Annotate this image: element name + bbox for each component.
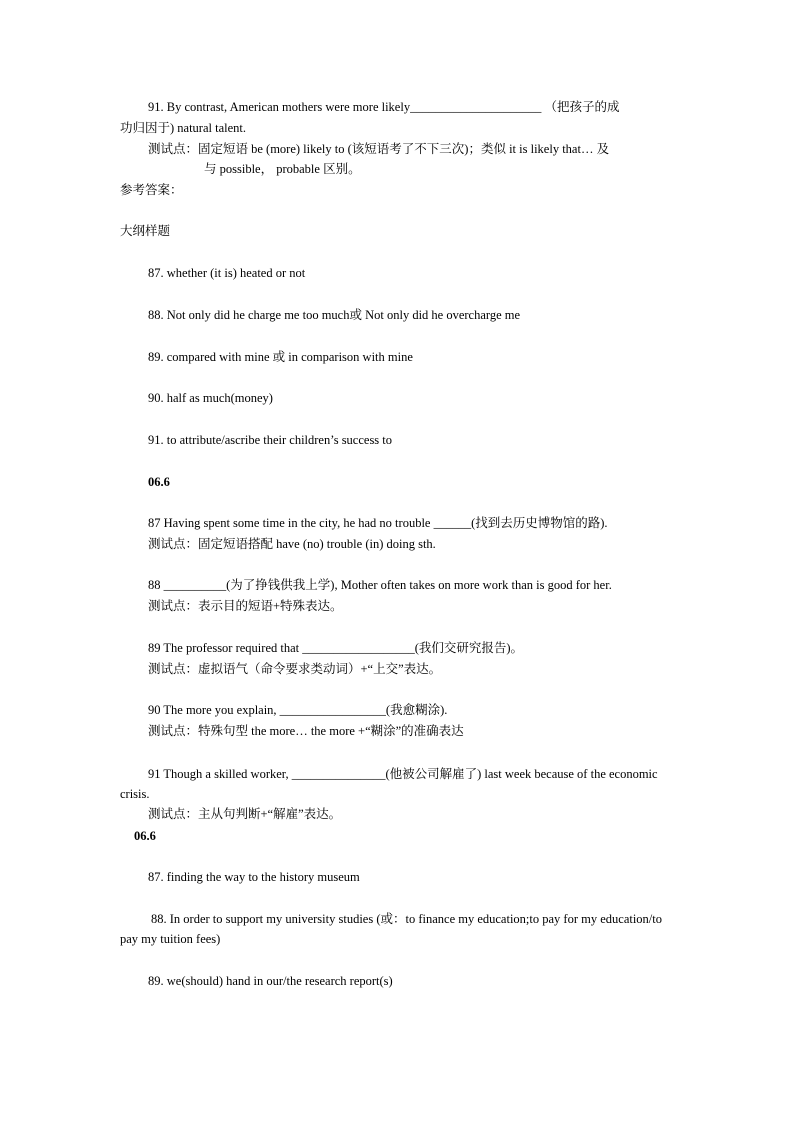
question-91-test-point: 测试点：主从句判断+“解雇”表达。 bbox=[148, 807, 342, 821]
question-87: 87 Having spent some time in the city, he had no trouble ______(找到去历史博物馆的路). bbox=[148, 516, 608, 530]
outline-answer-88: 88. Not only did he charge me too much或 Not only did he overcharge me bbox=[148, 308, 521, 322]
outline-answer-90: 90. half as much(money) bbox=[148, 391, 273, 405]
question-91: 91 Though a skilled worker, _______________(他被公司解雇了) last week because of the economic crisis. bbox=[120, 767, 658, 801]
question-90-test-point: 测试点：特殊句型 the more… the more +“糊涂”的准确表达 bbox=[148, 724, 464, 738]
section-heading-0606-answers: 06.6 bbox=[134, 829, 156, 843]
reference-answer-label: 参考答案： bbox=[120, 183, 183, 197]
q91-test-point-line2: 与 possible， probable 区别。 bbox=[204, 162, 361, 176]
outline-answer-89: 89. compared with mine 或 in comparison with mine bbox=[148, 350, 413, 364]
q91-prompt-line1: 91. By contrast, American mothers were more likely_____________________ （把孩子的成 bbox=[148, 100, 620, 114]
question-87-test-point: 测试点：固定短语搭配 have (no) trouble (in) doing sth. bbox=[148, 537, 436, 551]
question-89-test-point: 测试点：虚拟语气（命令要求类动词）+“上交”表达。 bbox=[148, 662, 442, 676]
q91-test-point-line1: 测试点：固定短语 be (more) likely to (该短语考了不下三次)；类似 it is likely that… 及 bbox=[148, 142, 610, 156]
q91-prompt-line2: 功归因于) natural talent. bbox=[120, 121, 247, 135]
outline-answer-87: 87. whether (it is) heated or not bbox=[148, 266, 306, 280]
question-88: 88 __________(为了挣钱供我上学), Mother often takes on more work than is good for her. bbox=[148, 578, 612, 592]
section-heading-0606-questions: 06.6 bbox=[148, 475, 170, 489]
question-88-test-point: 测试点：表示目的短语+特殊表达。 bbox=[148, 599, 343, 613]
answer-88: 88. In order to support my university studies (或：to finance my education;to pay for my education/to pay my tuition fees) bbox=[120, 912, 663, 946]
outline-answer-91: 91. to attribute/ascribe their children’s success to bbox=[148, 433, 393, 447]
answer-87: 87. finding the way to the history museum bbox=[148, 870, 360, 884]
question-89: 89 The professor required that __________________(我们交研究报告)。 bbox=[148, 641, 524, 655]
question-90: 90 The more you explain, _________________(我愈糊涂). bbox=[148, 703, 448, 717]
answer-89: 89. we(should) hand in our/the research report(s) bbox=[148, 974, 393, 988]
outline-heading: 大纲样题 bbox=[120, 224, 171, 238]
